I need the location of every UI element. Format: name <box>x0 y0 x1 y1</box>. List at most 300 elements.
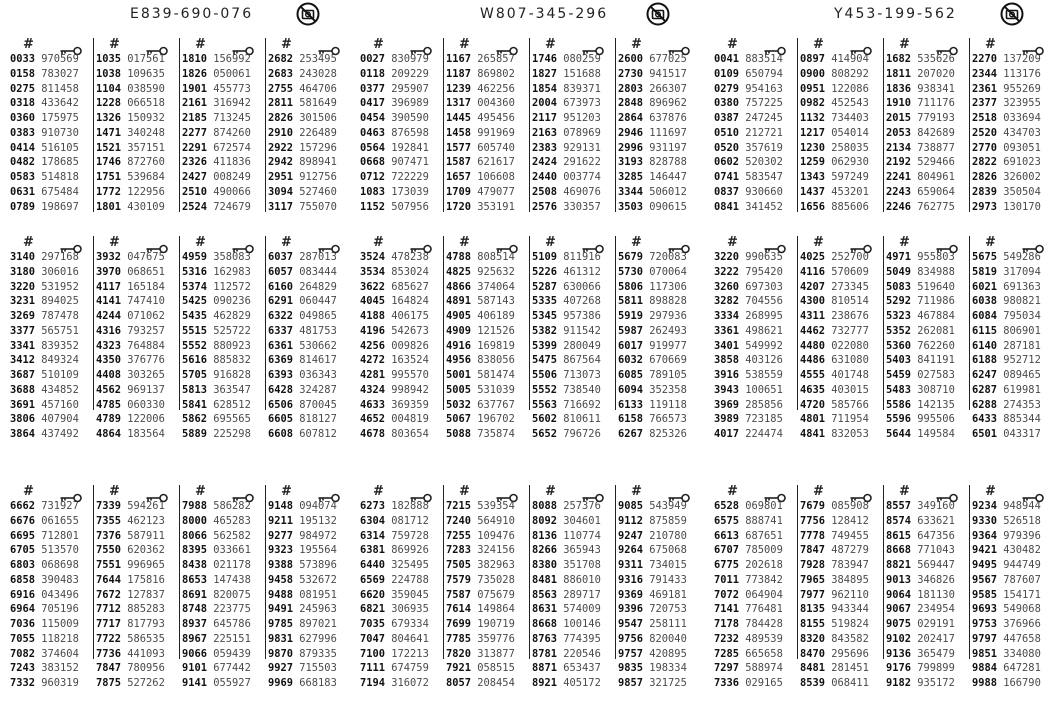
code-value: 173039 <box>385 185 429 198</box>
code-value: 711954 <box>825 413 869 426</box>
code-index: 8320 <box>800 632 826 645</box>
code-row <box>8 141 93 156</box>
code-index: 6291 <box>268 295 294 308</box>
code-value: 620362 <box>121 544 165 557</box>
code-index: 5675 <box>972 251 998 263</box>
code-value: 762775 <box>911 200 955 213</box>
code-index: 7178 <box>714 618 740 630</box>
code-index: 4891 <box>446 295 472 308</box>
code-row <box>266 558 351 573</box>
code-value: 212721 <box>739 126 783 139</box>
code-value: 645786 <box>207 618 251 630</box>
code-value: 498621 <box>739 324 783 337</box>
code-index: 9141 <box>182 677 208 689</box>
code-index: 5889 <box>182 428 208 440</box>
code-value: 647356 <box>911 529 955 542</box>
code-value: 403126 <box>739 354 783 367</box>
code-row <box>444 280 529 295</box>
code-value: 549068 <box>997 603 1041 616</box>
code-value: 749455 <box>825 529 869 542</box>
code-index: 9851 <box>972 647 998 660</box>
code-value: 280049 <box>557 339 601 352</box>
code-row <box>8 529 93 544</box>
code-value: 677442 <box>207 662 251 675</box>
code-row <box>712 155 797 170</box>
code-row <box>444 602 529 617</box>
code-index: 3524 <box>360 251 386 263</box>
code-row <box>358 126 443 141</box>
code-value: 407904 <box>35 413 79 426</box>
code-row <box>180 647 265 662</box>
code-row <box>180 111 265 126</box>
code-index: 9458 <box>268 573 294 586</box>
code-index: 5335 <box>532 295 558 308</box>
code-index: 4652 <box>360 413 386 426</box>
code-value: 178685 <box>35 156 79 169</box>
code-index: 7255 <box>446 529 472 542</box>
code-block <box>358 38 701 212</box>
code-index: 0897 <box>800 53 826 65</box>
code-row <box>616 632 701 647</box>
code-value: 340248 <box>121 126 165 139</box>
code-row <box>266 632 351 647</box>
code-row <box>358 602 443 617</box>
code-value: 883514 <box>739 53 783 65</box>
code-value: 118218 <box>35 632 79 645</box>
code-row <box>798 155 883 170</box>
code-row <box>8 324 93 339</box>
code-index: 5616 <box>182 354 208 367</box>
code-value: 469076 <box>557 185 601 198</box>
code-index: 7111 <box>360 662 386 675</box>
code-value: 190719 <box>471 618 515 630</box>
key-icon <box>318 239 340 249</box>
code-index: 3260 <box>714 280 740 293</box>
code-value: 783947 <box>825 559 869 571</box>
code-value: 633621 <box>911 514 955 527</box>
code-value: 637767 <box>471 398 515 411</box>
code-value: 880923 <box>207 339 251 352</box>
code-value: 157296 <box>293 141 337 154</box>
code-row <box>358 573 443 588</box>
code-value: 407268 <box>557 295 601 308</box>
code-index: 8155 <box>800 618 826 630</box>
code-index: 9495 <box>972 559 998 571</box>
code-column <box>179 38 265 212</box>
code-value: 346826 <box>911 573 955 586</box>
column-header <box>530 236 615 250</box>
code-index: 9277 <box>268 529 294 542</box>
code-value: 405172 <box>557 677 601 689</box>
code-row <box>444 632 529 647</box>
code-row <box>94 661 179 676</box>
code-value: 735874 <box>471 428 515 440</box>
code-index: 3094 <box>268 185 294 198</box>
code-value: 081951 <box>293 588 337 601</box>
code-index: 7847 <box>800 544 826 557</box>
code-column <box>358 38 443 212</box>
code-value: 287013 <box>293 251 337 263</box>
code-value: 022080 <box>825 339 869 352</box>
code-value: 247245 <box>739 112 783 124</box>
code-value: 127837 <box>121 588 165 601</box>
code-index: 6017 <box>618 339 644 352</box>
code-index: 6158 <box>618 413 644 426</box>
code-index: 2004 <box>532 97 558 110</box>
code-index: 4117 <box>96 280 122 293</box>
code-row <box>712 294 797 309</box>
code-index: 6858 <box>10 573 36 586</box>
code-index: 7579 <box>446 573 472 586</box>
code-row <box>970 661 1055 676</box>
code-value: 795034 <box>997 310 1041 322</box>
code-index: 2682 <box>268 53 294 65</box>
code-index: 9136 <box>886 647 912 660</box>
code-index: 8000 <box>182 514 208 527</box>
code-index: 7082 <box>10 647 36 660</box>
code-index: 0417 <box>360 97 386 110</box>
code-value: 365943 <box>557 544 601 557</box>
code-index: 1746 <box>96 156 122 169</box>
key-icon <box>850 239 872 249</box>
code-index: 4323 <box>96 339 122 352</box>
code-value: 869926 <box>385 544 429 557</box>
code-row <box>444 588 529 603</box>
code-row <box>530 67 615 82</box>
code-row <box>8 632 93 647</box>
code-value: 192841 <box>385 141 429 154</box>
code-row <box>358 383 443 398</box>
code-row <box>444 617 529 632</box>
code-value: 804961 <box>911 171 955 183</box>
code-value: 238676 <box>825 310 869 322</box>
code-row <box>8 543 93 558</box>
code-column <box>529 484 615 689</box>
code-value: 430109 <box>121 200 165 213</box>
code-row <box>970 543 1055 558</box>
code-value: 323955 <box>997 97 1041 110</box>
code-row <box>884 200 969 215</box>
code-column <box>93 235 179 440</box>
code-row <box>358 324 443 339</box>
code-value: 713073 <box>557 369 601 381</box>
code-index: 1854 <box>532 82 558 95</box>
code-index: 2277 <box>182 126 208 139</box>
key-icon <box>764 41 786 51</box>
code-value: 376966 <box>997 618 1041 630</box>
code-row <box>798 141 883 156</box>
code-index: 5806 <box>618 280 644 293</box>
code-index: 8748 <box>182 603 208 616</box>
code-row <box>798 632 883 647</box>
column-header <box>884 236 969 250</box>
code-row <box>798 309 883 324</box>
code-index: 0668 <box>360 156 386 169</box>
code-index: 7339 <box>96 500 122 512</box>
code-value: 100146 <box>557 618 601 630</box>
code-index: 1801 <box>96 200 122 213</box>
code-index: 3377 <box>10 324 36 337</box>
code-row <box>884 353 969 368</box>
code-value: 774395 <box>557 632 601 645</box>
code-row <box>970 111 1055 126</box>
key-icon <box>496 41 518 51</box>
code-value: 183564 <box>121 428 165 440</box>
code-index: 0482 <box>10 156 36 169</box>
code-row <box>8 82 93 97</box>
code-index: 0275 <box>10 82 36 95</box>
code-row <box>444 353 529 368</box>
number-sign-icon: # <box>899 484 910 499</box>
code-row <box>8 155 93 170</box>
code-row <box>798 200 883 215</box>
code-index: 5819 <box>972 265 998 278</box>
code-value: 080259 <box>557 53 601 65</box>
code-index: 0380 <box>714 97 740 110</box>
code-value: 720083 <box>643 251 687 263</box>
code-index: 2246 <box>886 200 912 213</box>
code-value: 796726 <box>557 428 601 440</box>
code-row <box>266 185 351 200</box>
code-row <box>798 170 883 185</box>
code-index: 4678 <box>360 428 386 440</box>
code-index: 9330 <box>972 514 998 527</box>
code-index: 2826 <box>268 112 294 124</box>
code-row <box>884 155 969 170</box>
code-row <box>712 126 797 141</box>
code-index: 0900 <box>800 67 826 80</box>
code-value: 570609 <box>825 265 869 278</box>
code-index: 0033 <box>10 53 36 65</box>
code-index: 7820 <box>446 647 472 660</box>
code-row <box>530 514 615 529</box>
code-row <box>266 573 351 588</box>
code-value: 979396 <box>997 529 1041 542</box>
code-value: 843582 <box>825 632 869 645</box>
code-row <box>444 294 529 309</box>
code-index: 4562 <box>96 383 122 396</box>
code-row <box>530 82 615 97</box>
code-index: 4635 <box>800 383 826 396</box>
code-index: 1317 <box>446 97 472 110</box>
code-index: 2839 <box>972 185 998 198</box>
code-row <box>616 368 701 383</box>
code-row <box>94 573 179 588</box>
code-value: 390590 <box>385 112 429 124</box>
code-index: 2518 <box>972 112 998 124</box>
code-index: 9075 <box>886 618 912 630</box>
code-index: 9567 <box>972 573 998 586</box>
code-value: 691363 <box>997 280 1041 293</box>
code-value: 036343 <box>293 369 337 381</box>
code-row <box>970 353 1055 368</box>
code-value: 447658 <box>997 632 1041 645</box>
code-index: 8066 <box>182 529 208 542</box>
code-index: 3970 <box>96 265 122 278</box>
code-column <box>358 235 443 440</box>
code-index: 6381 <box>360 544 386 557</box>
code-value: 066518 <box>121 97 165 110</box>
code-row <box>798 647 883 662</box>
code-value: 780956 <box>121 662 165 675</box>
code-index: 9857 <box>618 677 644 689</box>
code-value: 122006 <box>121 413 165 426</box>
code-index: 5586 <box>886 398 912 411</box>
code-index: 9364 <box>972 529 998 542</box>
code-index: 0360 <box>10 112 36 124</box>
code-row <box>358 265 443 280</box>
code-value: 659064 <box>911 185 955 198</box>
code-row <box>712 170 797 185</box>
code-column <box>615 235 701 440</box>
code-index: 5088 <box>446 428 472 440</box>
card-serial-number: W807-345-296 <box>480 6 609 22</box>
code-value: 117306 <box>643 280 687 293</box>
code-index: 2826 <box>972 171 998 183</box>
code-index: 6506 <box>268 398 294 411</box>
code-index: 9176 <box>886 662 912 675</box>
key-icon <box>582 488 604 498</box>
column-header <box>444 38 529 52</box>
code-index: 3117 <box>268 200 294 213</box>
code-row <box>884 368 969 383</box>
number-sign-icon: # <box>109 484 120 499</box>
code-value: 597249 <box>825 171 869 183</box>
code-value: 462829 <box>207 310 251 322</box>
column-header <box>712 485 797 499</box>
code-row <box>444 427 529 442</box>
code-value: 874260 <box>207 126 251 139</box>
code-row <box>8 427 93 442</box>
code-value: 757225 <box>739 97 783 110</box>
code-value: 434852 <box>35 383 79 396</box>
code-row <box>444 661 529 676</box>
code-row <box>712 514 797 529</box>
code-column <box>969 235 1055 440</box>
code-index: 3180 <box>10 265 36 278</box>
code-row <box>180 383 265 398</box>
code-value: 316942 <box>207 97 251 110</box>
code-value: 955803 <box>911 251 955 263</box>
code-index: 9969 <box>268 677 294 689</box>
code-row <box>616 353 701 368</box>
code-value: 137209 <box>997 53 1041 65</box>
number-sign-icon: # <box>545 235 556 250</box>
code-index: 7011 <box>714 573 740 586</box>
number-sign-icon: # <box>985 484 996 499</box>
code-row <box>798 383 883 398</box>
key-icon <box>936 239 958 249</box>
code-value: 907471 <box>385 156 429 169</box>
column-header <box>266 485 351 499</box>
code-value: 564910 <box>471 514 515 527</box>
code-index: 5841 <box>182 398 208 411</box>
number-sign-icon: # <box>23 235 34 250</box>
code-row <box>8 265 93 280</box>
code-index: 1104 <box>96 82 122 95</box>
code-row <box>8 96 93 111</box>
code-index: 2291 <box>182 141 208 154</box>
code-row <box>180 170 265 185</box>
number-sign-icon: # <box>631 37 642 52</box>
code-index: 2161 <box>182 97 208 110</box>
code-index: 3401 <box>714 339 740 352</box>
code-index: 7712 <box>96 603 122 616</box>
code-value: 156992 <box>207 53 251 65</box>
code-row <box>712 368 797 383</box>
code-value: 799899 <box>911 662 955 675</box>
column-header <box>180 236 265 250</box>
code-row <box>712 632 797 647</box>
column-header <box>530 485 615 499</box>
code-row <box>444 265 529 280</box>
code-index: 9831 <box>268 632 294 645</box>
number-sign-icon: # <box>631 484 642 499</box>
code-index: 6038 <box>972 295 998 308</box>
code-index: 1521 <box>96 141 122 154</box>
code-index: 5730 <box>618 265 644 278</box>
code-value: 723185 <box>739 413 783 426</box>
column-header <box>970 236 1055 250</box>
code-value: 172213 <box>385 647 429 660</box>
code-row <box>884 588 969 603</box>
code-value: 324156 <box>471 544 515 557</box>
code-row <box>970 155 1055 170</box>
code-value: 806901 <box>997 324 1041 337</box>
code-index: 2510 <box>182 185 208 198</box>
code-row <box>266 309 351 324</box>
code-index: 1458 <box>446 126 472 139</box>
code-value: 783027 <box>35 67 79 80</box>
code-index: 2520 <box>972 126 998 139</box>
code-value: 437492 <box>35 428 79 440</box>
code-value: 262081 <box>911 324 955 337</box>
code-row <box>530 617 615 632</box>
code-value: 334080 <box>997 647 1041 660</box>
code-row <box>884 309 969 324</box>
code-index: 1038 <box>96 67 122 80</box>
code-index: 8481 <box>800 662 826 675</box>
code-row <box>358 543 443 558</box>
key-icon <box>850 41 872 51</box>
code-value: 357619 <box>739 141 783 154</box>
code-index: 9585 <box>972 588 998 601</box>
code-row <box>616 514 701 529</box>
code-index: 2185 <box>182 112 208 124</box>
code-row <box>970 280 1055 295</box>
code-row <box>970 514 1055 529</box>
code-row <box>616 96 701 111</box>
code-row <box>530 200 615 215</box>
code-value: 234954 <box>911 603 955 616</box>
code-index: 3361 <box>714 324 740 337</box>
code-index: 5001 <box>446 369 472 381</box>
code-index: 6085 <box>618 369 644 381</box>
code-value: 875859 <box>643 514 687 527</box>
code-row <box>970 126 1055 141</box>
code-index: 6676 <box>10 514 36 527</box>
code-row <box>970 427 1055 442</box>
code-row <box>180 67 265 82</box>
code-value: 208454 <box>471 677 515 689</box>
code-index: 1230 <box>800 141 826 154</box>
code-row <box>266 368 351 383</box>
code-value: 876598 <box>385 126 429 139</box>
number-sign-icon: # <box>727 484 738 499</box>
code-row <box>616 126 701 141</box>
code-block <box>712 38 1055 212</box>
code-value: 264829 <box>293 280 337 293</box>
